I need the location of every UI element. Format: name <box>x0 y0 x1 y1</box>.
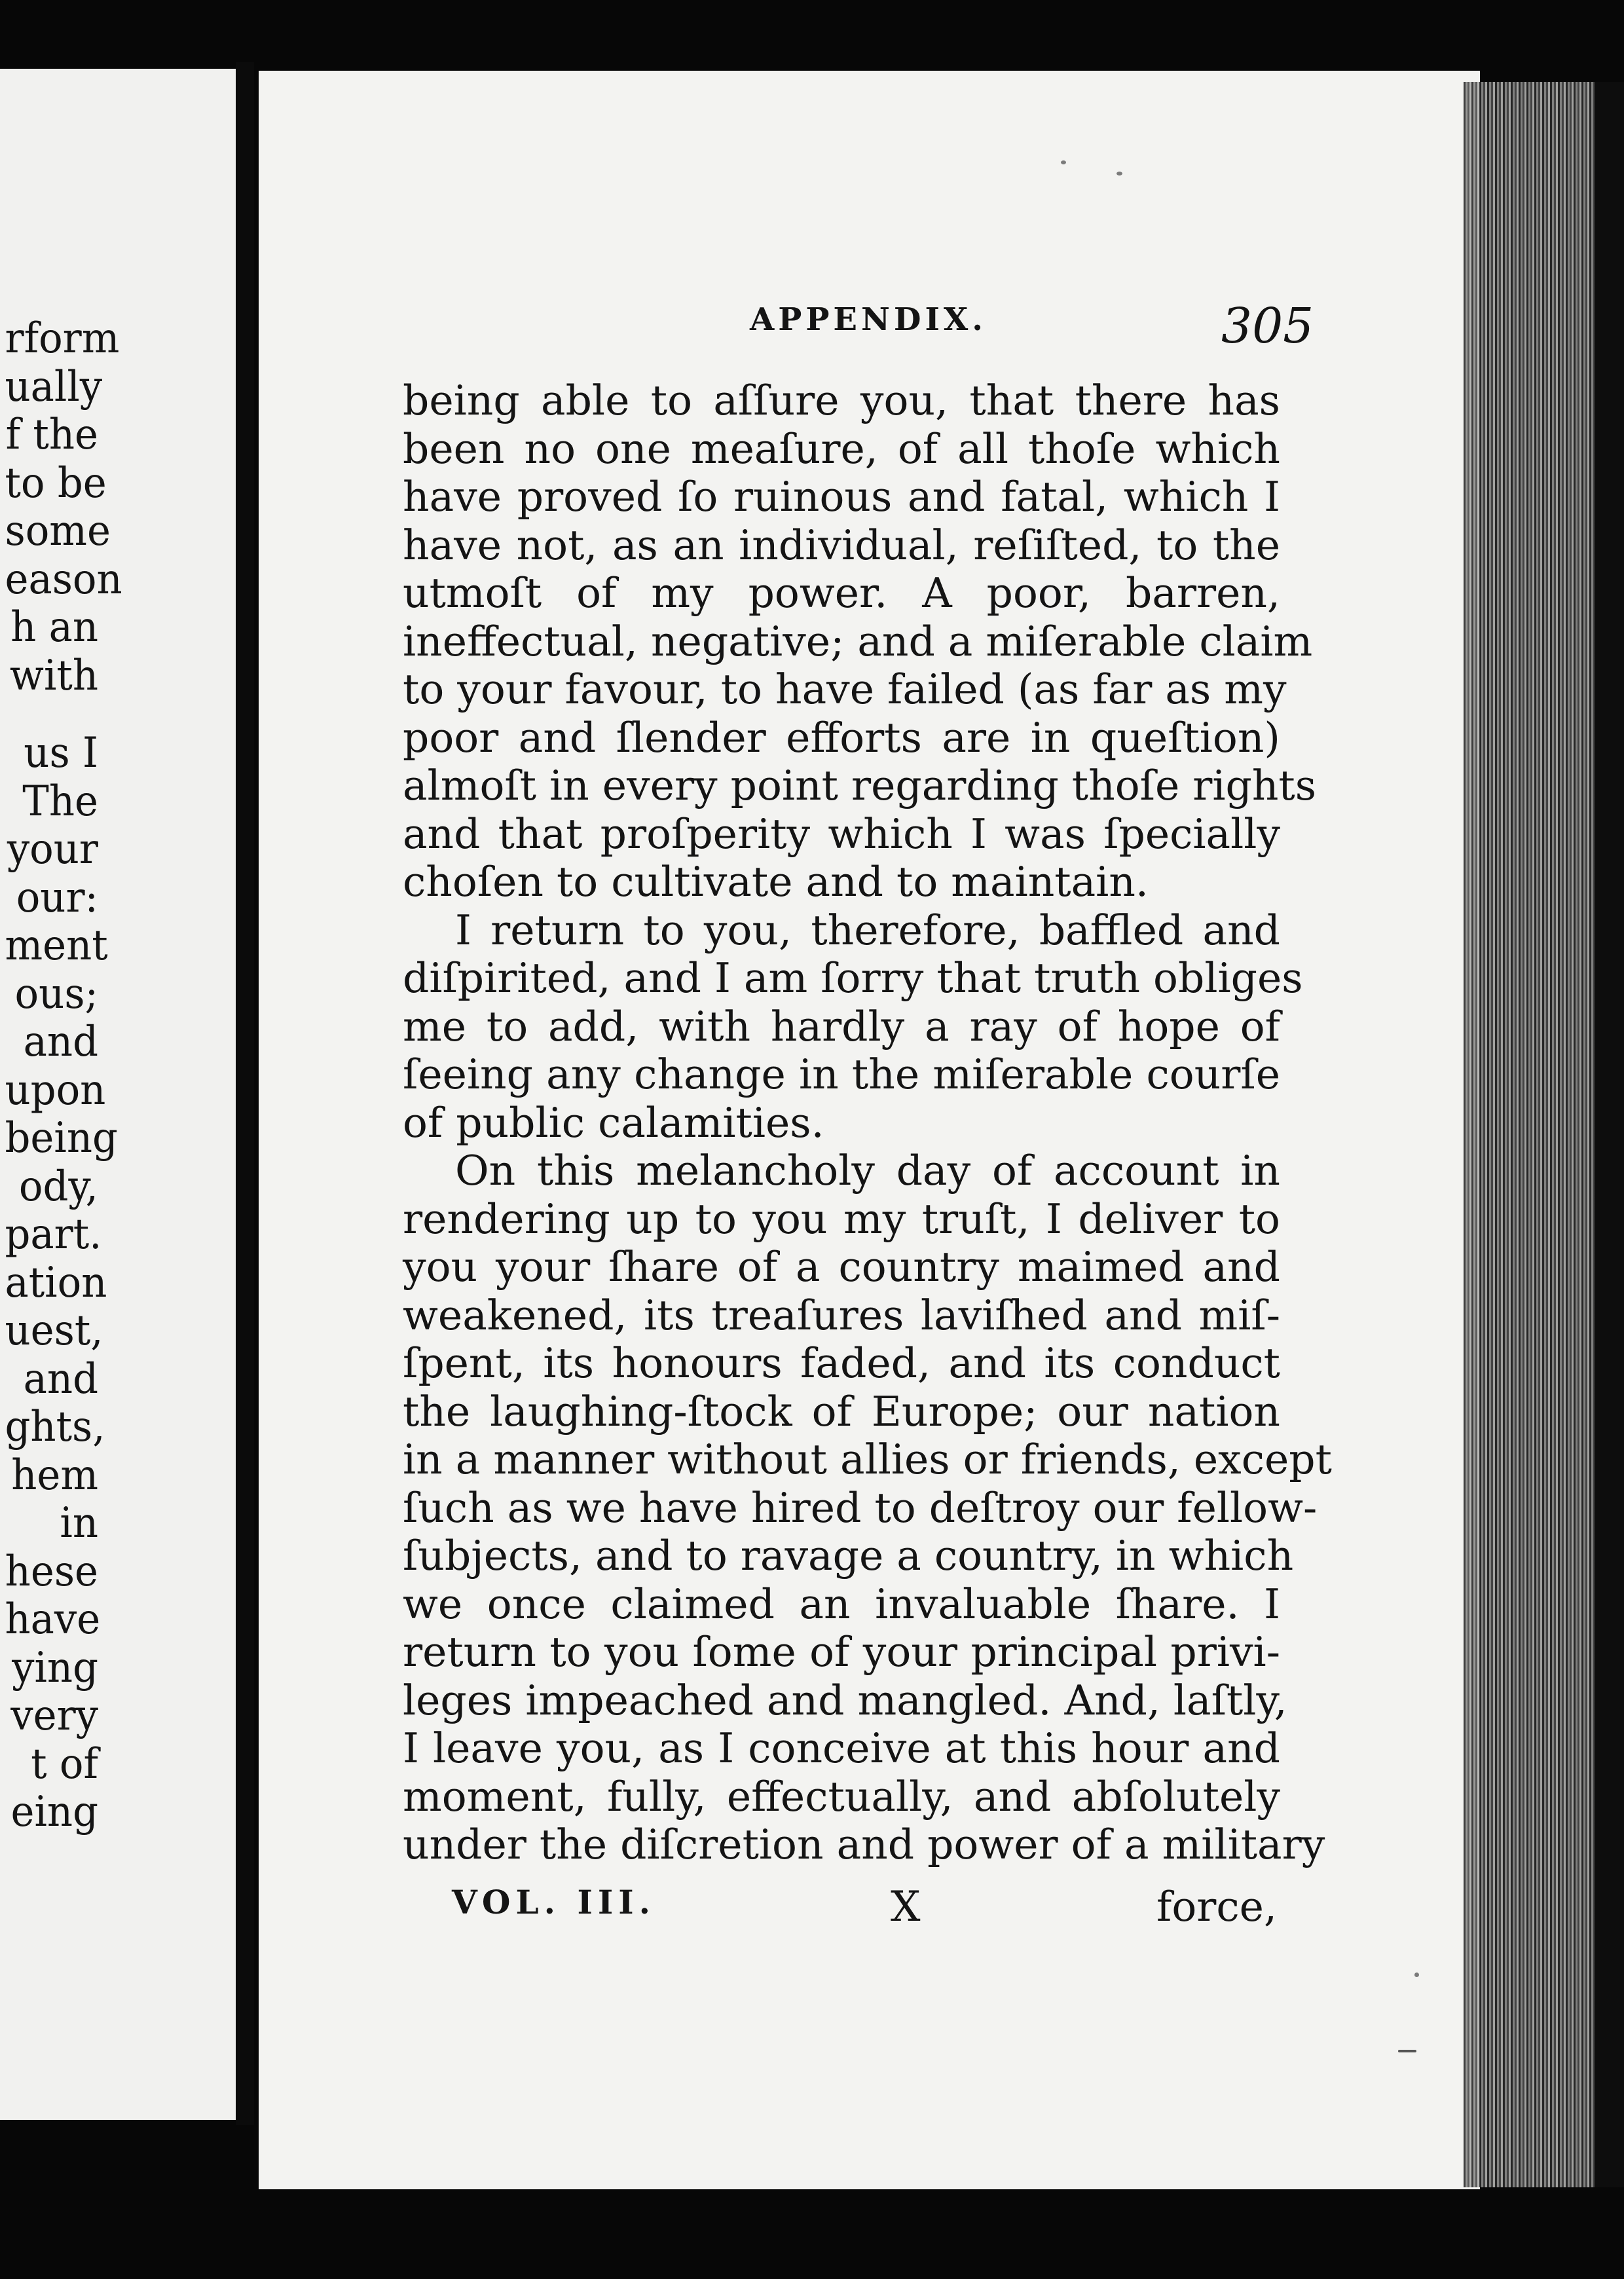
left-page-fragment: ody, <box>18 1162 98 1211</box>
left-page-fragment: being <box>5 1114 118 1162</box>
text-line: of public calamities. <box>403 1098 824 1147</box>
text-line: been no one meaſure, of all thoſe which <box>403 424 1280 473</box>
body-text <box>403 377 1332 1869</box>
left-page-fragment: ous; <box>14 969 99 1018</box>
text-line: ſeeing any change in the miſerable courſe <box>403 1050 1280 1098</box>
text-line: under the diſcretion and power of a military <box>403 1821 1325 1868</box>
left-page-fragment: hem <box>11 1451 99 1500</box>
left-page-fragment: ghts, <box>5 1403 105 1451</box>
text-line: choſen to cultivate and to maintain. <box>403 858 1149 906</box>
catchword: force, <box>1156 1883 1277 1931</box>
text-line: me to add, with hardly a ray of hope of <box>403 1002 1280 1050</box>
left-page <box>0 69 250 2120</box>
text-line: we once claimed an invaluable ſhare. I <box>403 1580 1280 1628</box>
signature-mark: VOL. III. <box>452 1883 656 1921</box>
ink-speck <box>1116 172 1122 176</box>
text-line: have not, as an individual, reſiſted, to the <box>403 521 1280 569</box>
ink-speck <box>1398 2050 1416 2052</box>
book-gutter <box>236 62 254 2125</box>
left-page-fragment: ment <box>5 921 108 970</box>
text-line: leges impeached and mangled. And, laſtly, <box>403 1676 1287 1724</box>
text-line: rendering up to you my truſt, I deliver to <box>403 1195 1280 1243</box>
text-line: I leave you, as I conceive at this hour and <box>403 1724 1280 1772</box>
text-line: ſpent, its honours faded, and its conduct <box>403 1339 1280 1387</box>
ink-speck <box>1414 1973 1419 1977</box>
left-page-fragment: rform <box>5 314 120 363</box>
scan-border <box>1595 82 1624 2187</box>
left-page-fragment: some <box>5 507 111 555</box>
text-line: poor and ſlender efforts are in queſtion) <box>403 713 1280 762</box>
page-edges <box>1464 82 1595 2187</box>
left-page-fragment: f the <box>5 411 99 459</box>
text-line: ſubjects, and to ravage a country, in which <box>403 1532 1294 1580</box>
text-line: moment, fully, effectually, and abſolutely <box>403 1772 1280 1821</box>
left-page-fragment: with <box>9 651 98 700</box>
left-page-fragment: eason <box>5 555 122 604</box>
text-line: return to you ſome of your principal privi- <box>403 1628 1280 1676</box>
running-head: APPENDIX. <box>750 301 987 338</box>
text-line: ineffectual, negative; and a miſerable claim <box>403 617 1313 665</box>
left-page-fragment: to be <box>5 458 107 508</box>
text-line: On this melancholy day of account in <box>455 1147 1280 1195</box>
left-page-fragment: ually <box>5 362 103 411</box>
page-number: 305 <box>1221 298 1314 354</box>
text-line: the laughing-ſtock of Europe; our nation <box>403 1387 1280 1436</box>
text-line: utmoſt of my power. A poor, barren, <box>403 569 1280 617</box>
left-page-fragment: eing <box>10 1788 98 1836</box>
left-page-fragment: have <box>5 1595 101 1644</box>
left-page-fragment: The <box>22 777 98 826</box>
text-line: to your favour, to have failed (as far as my <box>403 665 1287 713</box>
left-page-fragment: and <box>23 1354 98 1403</box>
ink-speck <box>1061 160 1066 164</box>
text-line: weakened, its treaſures laviſhed and miſ- <box>403 1291 1280 1339</box>
text-line: have proved ſo ruinous and fatal, which I <box>403 473 1280 521</box>
gathering-letter: X <box>891 1883 921 1931</box>
text-line: diſpirited, and I am ſorry that truth obliges <box>403 954 1303 1002</box>
left-page-fragment: ation <box>5 1258 107 1307</box>
left-page-fragment: in <box>60 1499 98 1547</box>
left-page-fragment: t of <box>31 1739 98 1788</box>
text-line: in a manner without allies or friends, except <box>403 1436 1332 1483</box>
left-page-fragment: h an <box>10 603 98 652</box>
text-line: and that proſperity which I was ſpecially <box>403 809 1280 858</box>
left-page-fragment: very <box>10 1692 98 1740</box>
text-line: I return to you, therefore, baffled and <box>455 906 1280 954</box>
text-line: you your ſhare of a country maimed and <box>403 1243 1280 1291</box>
left-page-fragment: our: <box>16 873 98 922</box>
text-line: ſuch as we have hired to deſtroy our fellow- <box>403 1483 1318 1532</box>
left-page-fragment: and <box>23 1018 98 1066</box>
left-page-fragment: ying <box>12 1643 98 1692</box>
left-page-fragment: hese <box>5 1547 98 1596</box>
left-page-fragment: upon <box>5 1065 106 1115</box>
left-page-fragment: your <box>7 825 99 874</box>
left-page-fragment: part. <box>5 1210 102 1259</box>
left-page-fragment: us I <box>24 729 98 777</box>
text-line: being able to aſſure you, that there has <box>403 377 1280 424</box>
left-page-fragment: uest, <box>5 1306 103 1355</box>
page-footer <box>452 1883 1277 1935</box>
text-line: almoſt in every point regarding thoſe rights <box>403 762 1317 809</box>
